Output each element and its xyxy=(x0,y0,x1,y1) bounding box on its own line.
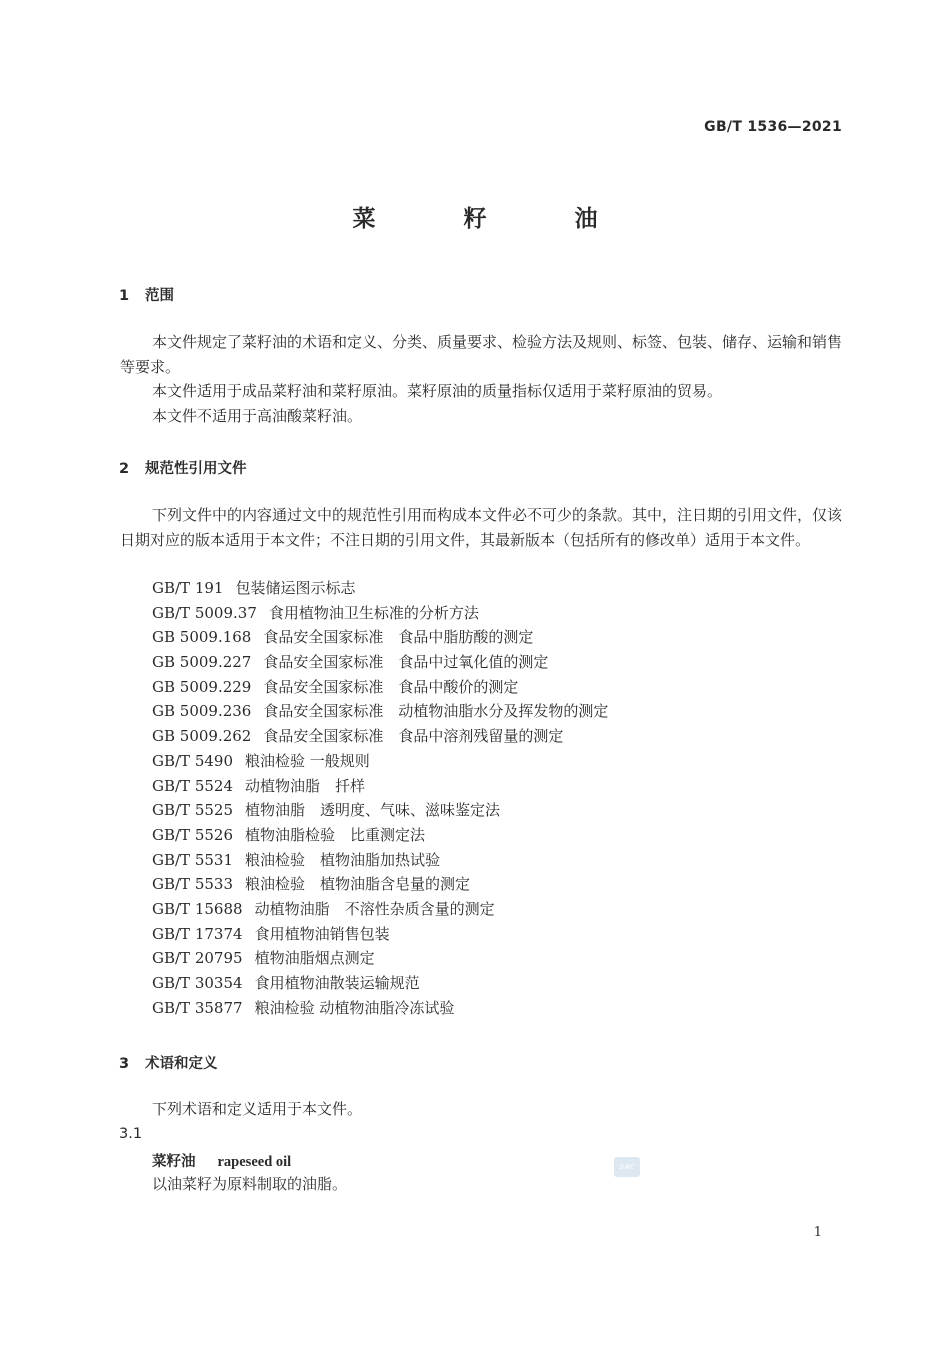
term-entry xyxy=(152,1150,291,1171)
reference-title: 食品安全国家标准 食品中溶剂残留量的测定 xyxy=(263,727,564,746)
reference-code: GB/T 15688 xyxy=(152,899,243,918)
reference-title: 食用植物油卫生标准的分析方法 xyxy=(268,603,479,622)
reference-code: GB 5009.168 xyxy=(152,628,252,647)
document-title: 菜 籽 油 xyxy=(352,206,638,232)
reference-code: GB/T 5533 xyxy=(152,875,234,894)
term-chinese: 菜籽油 xyxy=(152,1153,196,1170)
reference-item xyxy=(152,798,608,823)
reference-title: 动植物油脂 不溶性杂质含量的测定 xyxy=(254,899,495,918)
reference-code: GB/T 35877 xyxy=(152,998,243,1017)
reference-title: 粮油检验 一般规则 xyxy=(245,751,370,770)
section-heading-terms-definitions xyxy=(119,1052,218,1073)
term-definition: 以油菜籽为原料制取的油脂。 xyxy=(152,1175,348,1193)
section-number: 1 xyxy=(119,288,130,304)
reference-title: 粮油检验 植物油脂含皂量的测定 xyxy=(245,875,471,894)
normative-intro-paragraph: 下列文件中的内容通过文中的规范性引用而构成本文件必不可少的条款。其中，注日期的引用文件，仅该日期对应的版本适用于本文件；不注日期的引用文件，其最新版本（包括所有的修改单）适用于本文件。 xyxy=(120,506,843,549)
reference-item xyxy=(152,601,608,626)
reference-title: 植物油脂检验 比重测定法 xyxy=(245,825,426,844)
section-number: 2 xyxy=(119,461,130,477)
reference-title: 食品安全国家标准 食品中脂肪酸的测定 xyxy=(263,628,534,647)
reference-item xyxy=(152,848,608,873)
section-title: 规范性引用文件 xyxy=(145,461,247,477)
reference-code: GB 5009.262 xyxy=(152,727,252,746)
reference-code: GB 5009.227 xyxy=(152,653,252,672)
reference-item xyxy=(152,650,608,675)
reference-title: 食用植物油销售包装 xyxy=(254,924,390,943)
reference-item xyxy=(152,922,608,947)
scope-paragraph-1: 本文件规定了菜籽油的术语和定义、分类、质量要求、检验方法及规则、标签、包装、储存、运输和销售等要求。 xyxy=(120,333,843,376)
reference-code: GB 5009.229 xyxy=(152,677,252,696)
reference-item xyxy=(152,675,608,700)
section-title: 术语和定义 xyxy=(145,1056,218,1072)
standard-code: GB/T 1536—2021 xyxy=(704,119,842,135)
scope-paragraph-2: 本文件适用于成品菜籽油和菜籽原油。菜籽原油的质量指标仅适用于菜籽原油的贸易。 xyxy=(152,382,723,400)
reference-item xyxy=(152,823,608,848)
reference-code: GB/T 5524 xyxy=(152,776,234,795)
terms-intro-paragraph: 下列术语和定义适用于本文件。 xyxy=(152,1100,363,1118)
reference-title: 食品安全国家标准 动植物油脂水分及挥发物的测定 xyxy=(263,702,609,721)
reference-item xyxy=(152,724,608,749)
sac-watermark: SAC xyxy=(614,1157,640,1177)
reference-title: 食品安全国家标准 食品中酸价的测定 xyxy=(263,677,519,696)
reference-list xyxy=(152,576,608,1020)
reference-item xyxy=(152,946,608,971)
term-english: rapeseed oil xyxy=(217,1154,292,1170)
reference-code: GB/T 5531 xyxy=(152,850,234,869)
reference-item xyxy=(152,872,608,897)
reference-code: GB/T 20795 xyxy=(152,949,243,968)
reference-item xyxy=(152,749,608,774)
reference-title: 食品安全国家标准 食品中过氧化值的测定 xyxy=(263,653,549,672)
reference-item xyxy=(152,897,608,922)
reference-code: GB/T 17374 xyxy=(152,924,243,943)
reference-item xyxy=(152,774,608,799)
reference-title: 包装储运图示标志 xyxy=(235,579,356,597)
reference-title: 粮油检验 植物油脂加热试验 xyxy=(245,850,441,869)
reference-title: 动植物油脂 扦样 xyxy=(245,776,366,795)
section-number: 3 xyxy=(119,1056,130,1072)
reference-code: GB 5009.236 xyxy=(152,702,252,721)
reference-code: GB/T 30354 xyxy=(152,974,243,992)
section-title: 范围 xyxy=(145,288,174,304)
reference-code: GB/T 191 xyxy=(152,579,224,597)
clause-number: 3.1 xyxy=(119,1126,143,1142)
section-heading-normative-references xyxy=(119,457,247,478)
page-number: 1 xyxy=(813,1225,822,1240)
reference-code: GB/T 5009.37 xyxy=(152,603,257,622)
reference-item xyxy=(152,996,608,1021)
reference-code: GB/T 5526 xyxy=(152,825,234,844)
reference-code: GB/T 5525 xyxy=(152,801,234,820)
reference-item xyxy=(152,971,608,996)
reference-title: 植物油脂 透明度、气味、滋味鉴定法 xyxy=(245,801,501,820)
section-heading-scope xyxy=(119,284,174,305)
reference-title: 食用植物油散装运输规范 xyxy=(254,974,420,992)
reference-title: 粮油检验 动植物油脂冷冻试验 xyxy=(254,998,455,1017)
scope-paragraph-3: 本文件不适用于高油酸菜籽油。 xyxy=(152,407,363,425)
reference-item xyxy=(152,699,608,724)
reference-code: GB/T 5490 xyxy=(152,751,234,770)
reference-title: 植物油脂烟点测定 xyxy=(254,949,375,968)
reference-item xyxy=(152,576,608,601)
reference-item xyxy=(152,625,608,650)
